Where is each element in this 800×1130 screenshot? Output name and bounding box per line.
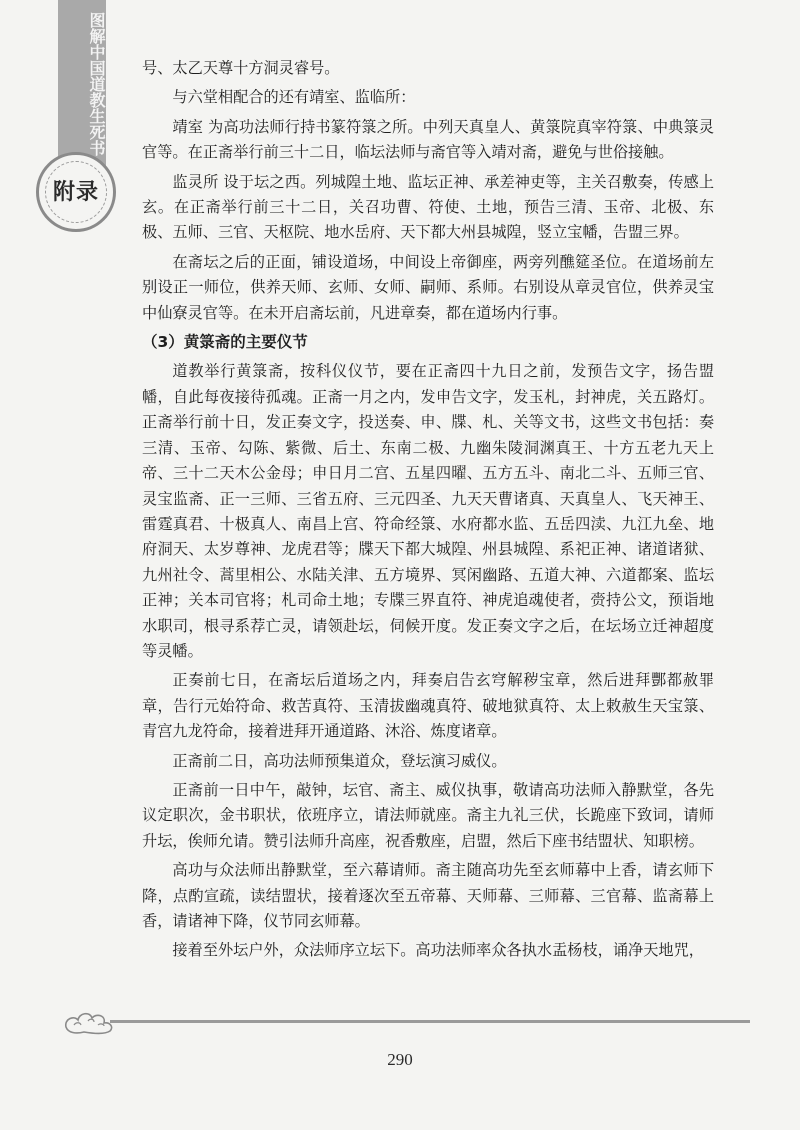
paragraph-10: 高功与众法师出静默堂，至六幕请师。斋主随高功先至玄师幕中上香，请玄师下降，点酌宣疏，读结盟状，接着逐次至五帝幕、天师幕、三师幕、三官幕、监斋幕上香，请诸神下降，仪节同玄师幕。 [142,861,714,930]
page-number: 290 [387,1050,413,1069]
paragraph-6: 道教举行黄箓斋，按科仪仪节，要在正斋四十九日之前，发预告文字，扬告盟幡，自此每夜接待孤魂。正斋一月之内，发申告文字，发玉札，封神虎，关五路灯。正斋举行前十日，发正奏文字，投送奏、申、牒、札、关等文书，这些文书包括：奏三清、玉帝、勾陈、紫微、后土、东南二极、九幽朱陵洞渊真王、十方五老九天上帝、三十二天木公金母；申日月二宫、五星四曜、五方五斗、南北二斗、五师三官、灵宝监斋、正一三师、三省五府、三元四圣、九天天曹诸真、天真皇人、飞天神王、雷霆真君、十极真人、南昌上宫、符命经箓、水府都水监、五岳四渎、九江九垒、地府洞天、太岁尊神、龙虎君等；牒天下都大城隍、州县城隍、系祀正神、诸道诸狱、九州社令、蒿里相公、水陆关津、五方境界、冥闲幽路、五道大神、六道都案、监坛正神；关本司官将；札司命土地；专牒三界直符、神虎追魂使者，赍持公文，预诣地水职司，根寻系荐亡灵，请领赴坛，伺候开度。发正奏文字之后，在坛场立迁神超度等灵幡。 [142,362,714,660]
paragraph-8: 正斋前二日，高功法师预集道众，登坛演习威仪。 [172,751,507,770]
appendix-label: 附录 [52,180,99,205]
paragraph-1: 号、太乙天尊十方洞灵睿号。 [142,59,340,77]
section-heading: （3）黄箓斋的主要仪节 [142,333,308,352]
paragraph-3 [142,115,714,166]
paragraph-5: 在斋坛之后的正面，铺设道场，中间设上帝御座，两旁列醮筵圣位。在道场前左别设正一师位，供养天师、玄师、女师、嗣师、系师。右别设从章灵官位，供养灵宝中仙寮灵官等。在未开启斋坛前，凡进章奏，都在道场内行事。 [142,252,714,322]
term-jingshi: 靖室 [172,117,204,136]
page-content [142,56,714,968]
footer-rule [110,1020,750,1023]
book-title: 图解中国道教生死书 [87,12,106,156]
paragraph-7: 正奏前七日，在斋坛后道场之内，拜奏启告玄穹解秽宝章，然后进拜酆都赦罪章，告行元始符命、救苦真符、玉清拔幽魂真符、破地狱真符、太上敕赦生天宝箓、青宫九龙符命，接着进拜开通道路、沐浴、炼度诸章。 [142,671,714,741]
paragraph-4 [142,170,714,246]
paragraph-2: 与六堂相配合的还有靖室、监临所： [172,88,416,107]
paragraph-11: 接着至外坛户外，众法师序立坛下。高功法师率众各执水盂杨枝，诵净天地咒， [172,941,704,960]
paragraph-3-text: 为高功法师行持书篆符箓之所。中列天真皇人、黄箓院真宰符箓、中典箓灵官等。在正斋举行前三十二日，临坛法师与斋官等入靖对斋，避免与世俗接触。 [142,117,715,162]
paragraph-4-text: 设于坛之西。列城隍土地、监坛正神、承差神吏等，主关召敷奏，传感上玄。在正斋举行前三十二日，关召功曹、符使、土地，预告三清、玉帝、北极、东极、五师、三官、天枢院、地水岳府、天下都大州县城隍，竖立宝幡，告盟三界。 [142,172,715,242]
side-tab [0,0,128,232]
appendix-badge [36,152,116,232]
paragraph-9: 正斋前一日中午，敲钟，坛官、斋主、威仪执事，敬请高功法师入静默堂，各先议定职次，金书职状，依班序立，请法师就座。斋主九礼三伏，长跪座下致词，请师升坛，俟师允请。赞引法师升高座，祝香敷座，启盟，然后下座书结盟状、知职榜。 [142,780,714,850]
term-jianlingsuo: 监灵所 [172,172,219,191]
